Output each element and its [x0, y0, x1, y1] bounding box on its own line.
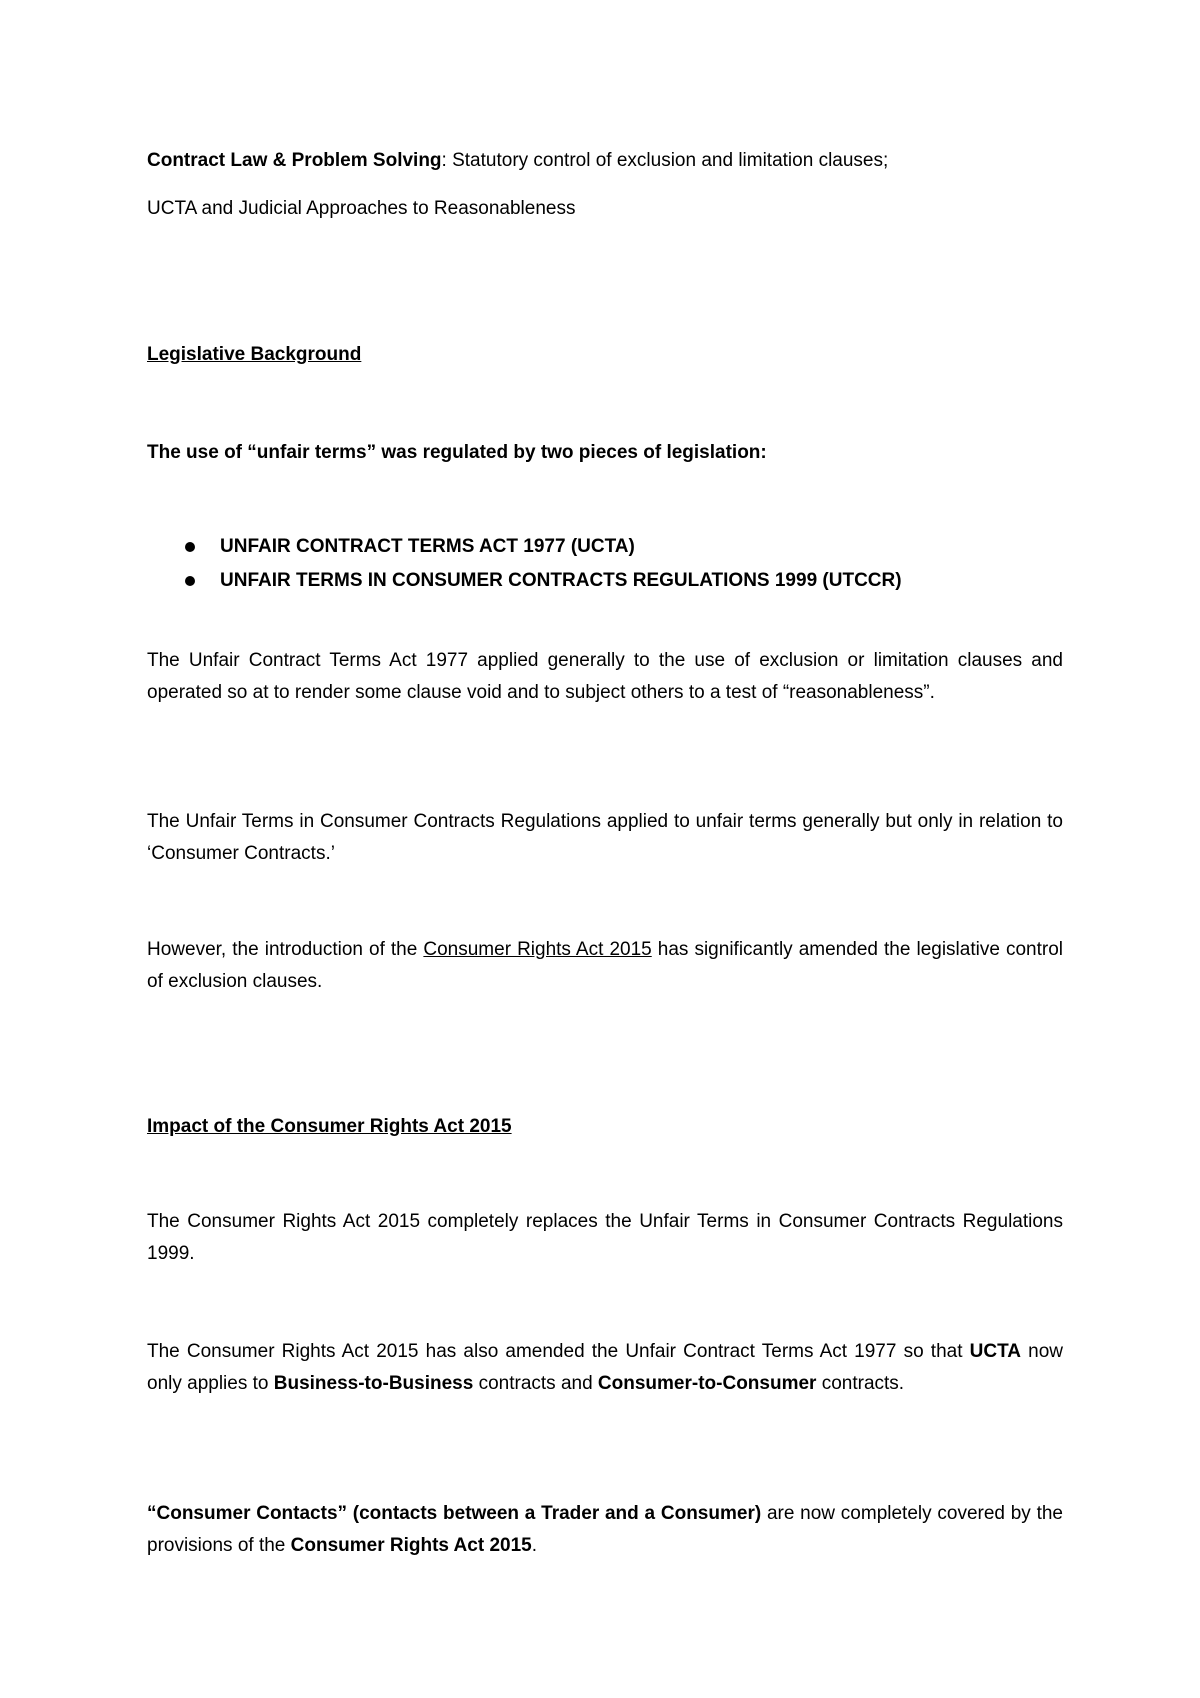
- paragraph-ucta: The Unfair Contract Terms Act 1977 applied generally to the use of exclusion or limitation clauses and operated so at to render some clause void and to subject others to a test of “reasonableness”.: [147, 650, 1063, 703]
- title-line-1: [147, 150, 888, 172]
- paragraph-replaces: The Consumer Rights Act 2015 completely replaces the Unfair Terms in Consumer Contracts Regulations 1999.: [147, 1211, 1063, 1264]
- paragraph-utccr: The Unfair Terms in Consumer Contracts Regulations applied to unfair terms generally but only in relation to ‘Consumer Contracts.’: [147, 811, 1063, 864]
- amended-b: now only applies to: [147, 1341, 1063, 1394]
- bullet-item-utccr: UNFAIR TERMS IN CONSUMER CONTRACTS REGULATIONS 1999 (UTCCR): [220, 570, 902, 591]
- heading-legislative-background: Legislative Background: [147, 344, 362, 365]
- amended-a: The Consumer Rights Act 2015 has also amended the Unfair Contract Terms Act 1977 so that: [147, 1341, 970, 1362]
- paragraph-however-b: has significantly amended the legislative control of exclusion clauses.: [147, 939, 1063, 992]
- amended-d: contracts.: [816, 1373, 905, 1394]
- amended-c: contracts and: [473, 1373, 598, 1394]
- intro-text: The use of “unfair terms” was regulated by two pieces of legislation:: [147, 442, 767, 463]
- paragraph-consumer-contacts: [147, 1498, 1063, 1562]
- consumer-rights-act-bold: Consumer Rights Act 2015: [290, 1535, 532, 1556]
- consumer-contacts-mid: are now completely covered by the provisions of the: [147, 1503, 1063, 1556]
- paragraph-however: [147, 934, 1063, 998]
- consumer-contacts-bold: “Consumer Contacts” (contacts between a Trader and a Consumer): [147, 1503, 762, 1524]
- consumer-rights-act-link[interactable]: Consumer Rights Act 2015: [423, 939, 652, 960]
- amended-ucta: UCTA: [969, 1341, 1021, 1362]
- bullet-item-ucta: UNFAIR CONTRACT TERMS ACT 1977 (UCTA): [220, 536, 635, 557]
- amended-c2c: Consumer-to-Consumer: [597, 1373, 817, 1394]
- consumer-contacts-end: .: [531, 1535, 538, 1556]
- paragraph-amended: [147, 1336, 1063, 1400]
- title-line-2: UCTA and Judicial Approaches to Reasonableness: [147, 198, 576, 219]
- bullet-icon: [185, 542, 195, 552]
- bullet-icon: [185, 576, 195, 586]
- heading-impact: Impact of the Consumer Rights Act 2015: [147, 1116, 512, 1137]
- title-bold: Contract Law & Problem Solving: [147, 150, 442, 171]
- paragraph-however-a: However, the introduction of the: [147, 939, 424, 960]
- amended-b2b: Business-to-Business: [273, 1373, 474, 1394]
- title-rest: : Statutory control of exclusion and limitation clauses;: [441, 150, 889, 171]
